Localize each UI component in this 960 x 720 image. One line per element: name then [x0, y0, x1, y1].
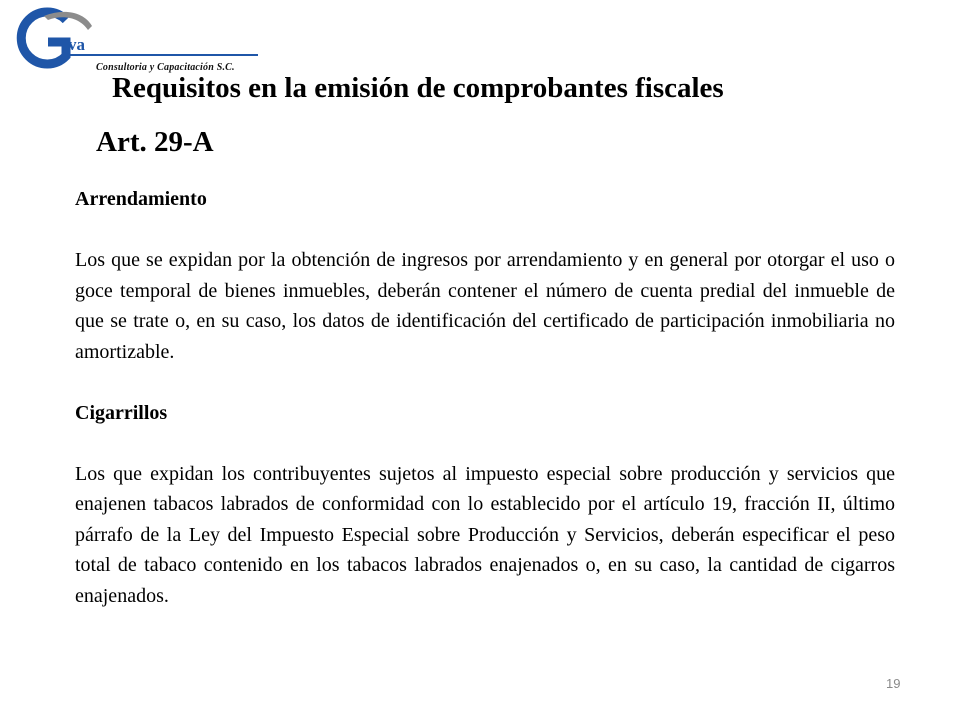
logo-tagline: Consultoria y Capacitación S.C.: [96, 62, 235, 73]
slide-content: [75, 184, 895, 642]
section-heading-arrendamiento: Arrendamiento: [75, 188, 207, 210]
section-body-arrendamiento: Los que se expidan por la obtención de ingresos por arrendamiento y en general por otorgar el uso o goce temporal de bienes inmuebles, deberán contener el número de cuenta predial del inmueble de que se trate o, en su caso, los datos de identificación del certificado de participación inmobiliaria no amortizable.: [75, 249, 895, 363]
company-logo: [4, 6, 274, 78]
section-heading-cigarrillos: Cigarrillos: [75, 401, 168, 424]
page-number: 19: [886, 676, 901, 691]
page-subtitle: Art. 29-A: [96, 126, 214, 158]
section-body-cigarrillos: Los que expidan los contribuyentes sujetos al impuesto especial sobre producción y servicios que enajenen tabacos labrados de conformidad con lo establecido por el artículo 19, fracción II, último párrafo de la Ley del Impuesto Especial sobre Producción y Servicios, deberán especificar el peso total de tabaco contenido en los tabacos labrados enajenados o, en su caso, la cantidad de cigarros enajenados.: [75, 462, 895, 607]
svg-text:va: va: [68, 35, 85, 54]
page-title: Requisitos en la emisión de comprobantes fiscales: [112, 72, 724, 104]
